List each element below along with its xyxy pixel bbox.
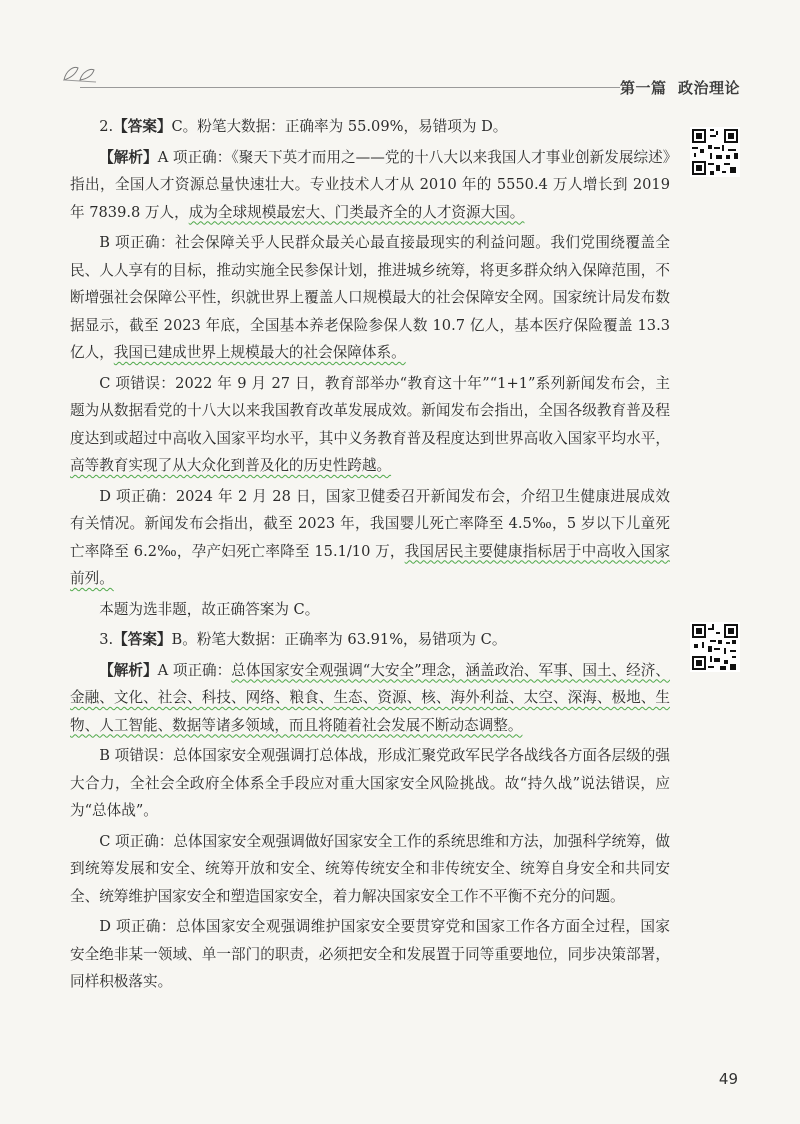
q3-answer-tag: 【答案】 xyxy=(113,631,172,648)
q2-c-text: C 项错误：2022 年 9 月 27 日，教育部举办“教育这十年”“1+1”系列新闻发布会，主题为从数据看党的十八大以来我国教育改革发展成效。新闻发布会指出，全国各级教育普及程度达到或超过中高收入国家平均水平，其中义务教育普及程度达到世界高收入国家平均水平， xyxy=(70,374,670,447)
q2-answer-paragraph xyxy=(70,113,670,141)
q3-a-text: A 项正确： xyxy=(157,661,232,679)
q3-a-highlight: 总体国家安全观强调“大安全”理念，涵盖政治、军事、国土、经济、金融、文化、社会、科技、网络、粮食、生态、资源、核、海外利益、太空、深海、极地、生物、人工智能、数据等诸多领域，而且将随着社会发展不断动态调整。 xyxy=(70,661,670,734)
q3-answer-text: B。粉笔大数据：正确率为 63.91%，易错项为 C。 xyxy=(171,631,507,648)
qr-code-icon[interactable] xyxy=(690,127,740,177)
q2-conclusion: 本题为选非题，故正确答案为 C。 xyxy=(99,600,320,618)
qr-code-icon[interactable] xyxy=(690,622,740,672)
page-number: 49 xyxy=(718,1070,738,1088)
q3-analysis-b: B 项错误：总体国家安全观强调打总体战，形成汇聚党政军民学各战线各方面各层级的强大合力，全社会全政府全体系全手段应对重大国家安全风险挑战。故“持久战”说法错误，应为“总体战”。 xyxy=(70,747,670,819)
q3-analysis-tag: 【解析】 xyxy=(99,661,158,679)
q2-c-highlight: 高等教育实现了从大众化到普及化的历史性跨越。 xyxy=(70,457,392,474)
q3-number: 3. xyxy=(99,631,114,648)
q2-analysis-d xyxy=(70,483,670,593)
q2-answer-text: C。粉笔大数据：正确率为 55.09%，易错项为 D。 xyxy=(171,118,508,135)
chapter-title: 第一篇 政治理论 xyxy=(620,79,740,97)
header-rule xyxy=(80,87,620,88)
page-header xyxy=(60,62,740,102)
answer-content xyxy=(70,113,670,999)
q2-a-text: A 项正确：《聚天下英才而用之——党的十八大以来我国人才事业创新发展综述》指出，全国人才资源总量快速壮大。专业技术人才从 2010 年的 5550.4 万人增长到 2019 年 7839.8 万人， xyxy=(70,148,670,221)
q2-answer-tag: 【答案】 xyxy=(113,118,172,135)
q2-analysis-b xyxy=(70,229,670,367)
leaf-icon xyxy=(60,62,100,84)
q3-analysis-d: D 项正确：总体国家安全观强调维护国家安全要贯穿党和国家工作各方面全过程，国家安全绝非某一领域、单一部门的职责，必须把安全和发展置于同等重要地位，同步决策部署，同样积极落实。 xyxy=(70,918,670,990)
q2-d-highlight: 我国居民主要健康指标居于中高收入国家前列。 xyxy=(70,542,670,587)
q2-d-text: D 项正确：2024 年 2 月 28 日，国家卫健委召开新闻发布会，介绍卫生健康进展成效有关情况。新闻发布会指出，截至 2023 年，我国婴儿死亡率降至 4.5‰，5 岁以下儿童死亡率降至 6.2‰，孕产妇死亡率降至 15.1/10 万， xyxy=(70,487,670,560)
q2-b-text: B 项正确：社会保障关乎人民群众最关心最直接最现实的利益问题。我们党围绕覆盖全民、人人享有的目标，推动实施全民参保计划，推进城乡统筹，将更多群众纳入保障范围，不断增强社会保障公平性，织就世界上覆盖人口规模最大的社会保障安全网。国家统计局发布数据显示，截至 2023 年底，全国基本养老保险参保人数 10.7 亿人，基本医疗保险覆盖 13.3 亿人， xyxy=(70,234,670,361)
q3-analysis-c: C 项正确：总体国家安全观强调做好国家安全工作的系统思维和方法，加强科学统筹，做到统筹发展和安全、统筹开放和安全、统筹传统安全和非传统安全、统筹自身安全和共同安全、统筹维护国家安全和塑造国家安全，着力解决国家安全工作不平衡不充分的问题。 xyxy=(70,832,670,905)
q2-a-highlight: 成为全球规模最宏大、门类最齐全的人才资源大国。 xyxy=(188,203,525,221)
q2-analysis-a xyxy=(70,144,670,227)
q2-analysis-c xyxy=(70,370,670,480)
q2-b-highlight: 我国已建成世界上规模最大的社会保障体系。 xyxy=(113,344,406,361)
q3-analysis-a xyxy=(70,657,670,740)
q3-answer-paragraph xyxy=(70,626,670,654)
q2-analysis-tag: 【解析】 xyxy=(99,148,158,166)
q2-number: 2. xyxy=(99,118,114,135)
